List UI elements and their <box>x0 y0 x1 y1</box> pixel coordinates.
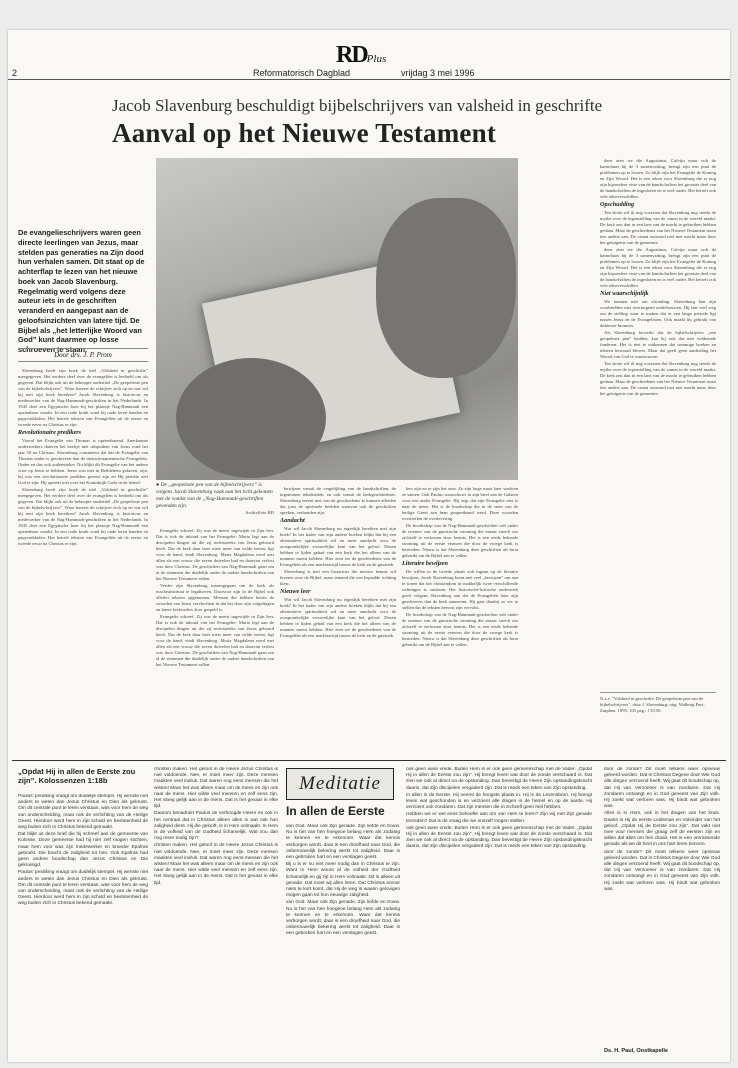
meditation-column-2 <box>154 767 278 1043</box>
paragraph: De boodschap van de Nag-Hammadi-geschriften valt onder de noemer van de gnostische stroming die ernaar streeft om zichzelf te verlossen door kennis. Het is een reeds bekende stroming uit de eerste eeuwen die door de vroege kerk is bestreden. Nieuw is dat Slavenburg deze geschriften als bron gebruikt om de Bijbel aan te vallen. <box>402 612 518 647</box>
paragraph: Dat blijkt uit deze brief die hij schreef aan de gemeente van Kolosse. Deze gemeente had hij niet zelf mogen stichten, maar hem voor was zijn medewerker en broeder Epafras gebruikt. Die bracht de zaligheid tot hen. Ook Epafras had geen andere boodschap dan Jezus Christus en Die gekruisigd. <box>18 832 148 869</box>
photo-caption <box>156 482 274 510</box>
column-3 <box>280 486 396 750</box>
paragraph: ben zijn en te zijn het zien. Ze zijn hoge maar later werkten ze samen. Ook Paulus waarschuwt in zijn brief aan de Galaten voor een ander Evangelie. Hij zegt dat zijn Evangelie niet is naar de mens. Het is de boodschap die in de stem van de heilige Geest aan hem geopenbaard werd. Deze woorden overtreffen de overlevering. <box>402 486 518 521</box>
column-1 <box>18 368 148 748</box>
column-2 <box>156 528 274 750</box>
meditation-column-3 <box>286 824 400 1043</box>
paragraph: Evangelie schreef. Zij was de meest ingewijde in Zijn leer. Dat is ook de inhoud van het Evangelie: Maria legt aan de discipelen dingen uit die zij rechtstreeks van Jezus gehoord heeft. Dat de kerk daar later niets meer van wilde weten, ligt voor de hand, vindt Slavenburg. Maria Magdalena werd met allen als een vrouw die zeven duivelen had en daarvan verlost was door Christus. De geschriften van Nag-Hammadi gaan om al de stemmen die duidelijk onder de oudste handschriften van het Nieuwe Testament vallen. <box>156 528 274 581</box>
paragraph: Hebben we er wel eens behoefte aan om van Hem te leren? Zijn wij met Zijn genade tevreden? Dat is de vraag die we onszelf mogen stellen. <box>406 812 592 824</box>
paragraph: Bij u is er nu niet meer nodig dan in Christus te zijn. Want in Hem woont al de volheid der Godheid lichamelijk en gij zijt in Hem volmaakt. Dit is alleen uit genade. Dat moet wij allen leren. Dat Christus ervoor niets te kort komt, dat Hij de weg is waarin gelovigen mogen gaan tot hun eeuwige zaligheid. <box>286 862 400 899</box>
paragraph: De willen in de tweede plaats ook ingaan op de literaire bewijzen. Jacob Slavenburg komt met veel „bewijzen” om aan te tonen dat het christendom in makkelijk twee verschillende richtingen is ontstaan. Het historische-kritische onderzoek geeft volgens Slavenburg aan dat de Evangeliën later zijn geschreven dan de kerk aanneemt. Hij gaat daarbij zo ver te stellen dat de teksten bewust zijn vervalst. <box>402 569 518 610</box>
paragraph: Als Slavenburg bewerkt dat de bijbelschrijvers „een geopeloste pen” hadden, kan hij ook dat niet voldoende funderen. Het is niet te ontkennen dat sommige boeken en teksten bewaard bleven. Maar dat geeft geen aanleiding het Woord van God te wantrouwen. <box>600 330 716 359</box>
hand-shape <box>376 198 516 378</box>
book-reference: N.a.v. "Valsheid in geschrifte. De geopeloste pen van de bijbelschrijvers", door J. Slavenburg; uitg. Walburg Pers, Zutphen, 1995; 335 pag.; f 39,50. <box>600 692 716 714</box>
paragraph: Wat wil Jacob Slavenburg nu eigenlijk bereiken met zijn boek? In het kader van zijn andere boeken blijkt dat hij een alternatieve spiritualiteit wil en meer aandacht voor de oorspronkelijke vrouwelijke kant van het geloof. Dezen hebben te lijden gehad van een kerk die het alleen van de mannen moest hebben. Hier zien we de geschiedenis van de Evangeliën als een machtsstrijd tussen de kerk en de gnostiek. <box>280 526 396 567</box>
section-divider <box>12 760 726 761</box>
subhead: Opschudding <box>600 201 635 208</box>
paragraph: Daarom benadrukt Paulus de verhoogde Heere en ook in het centraal dat in Christus alleen alles is wat ook hun zaligheid dient. Hij die gelooft, is in Hem volmaakt. In Hem is de volheid van de Godheid lichamelijk. Wat zou dan nog meer nodig zijn? <box>154 811 278 842</box>
paper-name: Reformatorisch Dagblad <box>253 68 351 78</box>
paragraph: Ten slotte wil ik nog voorzien dat Slavenburg nog steeds de mythe over de tegenstelling van de canon in de wereld maakt. De kerk zou dan in een lans van de macht te gebruiken hebben gedaan. Maar de geschiedenis van het Nieuwe Testament toont iets anders aan. De canon ontstond niet met macht maar door het getuigenis van de gemeente. <box>600 361 716 396</box>
subhead: Niet waarschijnlijk <box>600 290 649 297</box>
subhead: Aandacht <box>280 517 305 524</box>
column-4 <box>402 486 518 750</box>
paragraph: Ten slotte wil ik nog voorzien dat Slavenburg nog steeds de mythe over de tegenstelling van de canon in de wereld maakt. De kerk zou dan in een lans van de macht te gebruiken hebben gedaan. Maar de geschiedenis van het Nieuwe Testament toont iets anders aan. De canon ontstond niet met macht maar door het getuigenis van de gemeente. <box>600 210 716 245</box>
paragraph: christen maken. Het geloof in de Heere Jezus Christus is niet voldoende. Nee, er moet meer zijn. Deze mensen maakten veel indruk. Dat waren nog eens mensen die het wisten! Maar het was alleen maar om de mens en zijn ook naar de mens. Hier wilde veel mensen en zelf eens zijn. Het sloeg gelijk aan in de mens. Dat is het gevaar in elke tijd. <box>154 843 278 886</box>
paragraph: Slavenburg heeft zijn boek de titel „Valsheid in geschrifte” meegegeven. Het eerdere deel over de evangeliën is bedoeld om als gegeven. Dat blijkt ook uit de beknopte ondertitel „De geopeloste pen van de bijbelschrijvers”. Waar baseert de schrijver zich op en wat wil hij met zijn boek bereiken? Jacob Slavenburg is historicus en medewerker van de Nag-Hammadi-geschriften in het Nederlands. In 1945 doet een Egyptische boer bij het plaatsje Nag-Hammadi een opzienbare vondst. In een oude kruik vond hij oude leren banden en papyrusbladen. Het betreft teksten van Evangeliën uit de eerste en tweede eeuw na Christus er zijn. <box>18 368 148 427</box>
rd-plus-logo <box>336 42 386 69</box>
meditatie-label: Meditatie <box>299 773 381 794</box>
paragraph: van God. Maar ook Zijn genade. Zijn liefde en trouw. Nu is het van hen hoegeoe belang Hem als zodanig te kennen en te erkennen. Waar dat kennis verborgen wordt, daar is een droefheid naar God, die onberouwelijk bekering werkt tot zaligheid. Daar is een gebroken hart en een verslagen geest. <box>286 824 400 861</box>
paragraph: dens zien we die Augustinus, Calvijn maar ook de kanselaars hij de 3 samenvatting, brengt zijn een punt de problemen op te lossen. Zo blijft zijn het Evangelie de Koning en Zijn Woord. Het is een teken voor Slavenburg die er nog zijn bijzondere visie van de handschriften het grootste deel van de handschriften de ingesloten en is veel ouder. Het betreft ook vele tekstverschillen. <box>600 158 716 199</box>
paragraph: ook geen ware vrede. Buiten Hem is er ook geen gemeenschap met de Vader. „Opdat Hij in allen de Eerste zou zijn”. Hij brengt leven wat door de zonde verschaard is. Dat zien we ook al direct na de opstanding. Dan bevestigt de Heere Zijn opstandingskracht daarin, dat Zijn discipelen vergaderd zijn. Dat is reeds een teken van Zijn opstanding. <box>406 825 592 850</box>
article-lead: De evangelieschrijvers waren geen directe leerlingen van Jezus, maar stelden pas generaties na Zijn dood hun verhalen samen. Dit staat op de achterflap te lezen van het nieuwe boek van Jacob Slavenburg. Regelmatig werd volgens deze auteur iets in de geschriften veranderd en aangepast aan de geloofsinzichten van latere tijd. De Bijbel als „het letterlijke Woord van God” kunt daarmee op losse schroeven te staan. <box>18 228 145 355</box>
hand-shape <box>176 358 326 478</box>
paragraph: Paulus’ prediking vraagt om duidelijk stempel. Hij wenste niet anders te weten dan Jezus Christus en Dien als gekruist. Om dit centrale punt te leren verstaan, was voor hem de weg van onderscheiding, maar ook de verlichting van de Heilige Geest. Hierdoor werd hem in zijn schuld en beslotenheid de weg buiten zich in Christus bekend gemaakt. <box>18 870 148 907</box>
paragraph: bewijzen vanuit de vergelijking van de handschriften, de ingenomen tekstkritiek, en ook vanuit de kerkgeschiedenis. Slavenburg meent niet van de geschiedenis te kunnen afleiden dat juist de spirituele beelden waarvan ook de geschriften spreken, verbonden zijn. <box>280 486 396 515</box>
masthead-rule <box>8 79 730 80</box>
paragraph: De boodschap van de Nag-Hammadi-geschriften valt onder de noemer van de gnostische stroming die ernaar streeft om zichzelf te verlossen door kennis. Het is een reeds bekende stroming uit de eerste eeuwen die door de vroege kerk is bestreden. Nieuw is dat Slavenburg deze geschriften als bron gebruikt om de Bijbel aan te vallen. <box>402 523 518 558</box>
article-kicker: Jacob Slavenburg beschuldigt bijbelschrijvers van valsheid in geschrifte <box>112 96 603 115</box>
paragraph: In allen is de Eerste. Hij neemt de hoogste plaats in. Hij is de Levensbron. Hij brengt leven wat geschonden is en verzoent alle dingen in de hemel en op de aarde. Hij verzoent ook zondaren. Dat zijn mensen die in zichzelf geen heil hebben. <box>406 792 592 811</box>
subhead: Literaire bewijzen <box>402 560 448 567</box>
paragraph: Slavenburg heeft zijn boek de titel „Valsheid in geschrifte” meegegeven. Het eerdere deel over de evangeliën is bedoeld om als gegeven. Dat blijkt ook uit de beknopte ondertitel „De geopeloste pen van de bijbelschrijvers”. Waar baseert de schrijver zich op en wat wil hij met zijn boek bereiken? Jacob Slavenburg is historicus en medewerker van de Nag-Hammadi-geschriften in het Nederlands. In 1945 doet een Egyptische boer bij het plaatsje Nag-Hammadi een opzienbare vondst. In een oude kruik vond hij oude leren banden en papyrusbladen. Het betreft teksten van Evangeliën uit de eerste en tweede eeuw na Christus er zijn. <box>18 487 148 546</box>
subhead: Nieuwe leer <box>280 588 311 595</box>
paragraph: Paulus’ prediking vraagt om duidelijk stempel. Hij wenste niet anders te weten dan Jezus Christus en Dien als gekruist. Om dit centrale punt te leren verstaan, was voor hem de weg van onderscheiding, maar ook de verlichting van de Heilige Geest. Hierdoor werd hem in zijn schuld en beslotenheid de weg buiten zich in Christus bekend gemaakt. <box>18 794 148 831</box>
issue-date: vrijdag 3 mei 1996 <box>401 68 475 78</box>
paragraph: van God. Maar ook Zijn genade. Zijn liefde en trouw. Nu is het van hen hoegeoe belang Hem als zodanig te kennen en te erkennen. Waar dat kennis verborgen wordt, daar is een droefheid naar God, die onberouwelijk bekering werkt tot zaligheid. Daar is een gebroken hart en een verslagen geest. <box>286 900 400 937</box>
masthead <box>8 30 730 82</box>
paragraph: Verder zijn Slavenburg tussengegaan om de kerk als machtsinstituut te legaliseren. Daarvoor zijn in de Bijbel ook allerlei teksten opgenomen. Mensen die hebben hierin de woorden van Jezus vervlochten in dat het door zijn volgelingen en latere kerkvaders door gespeld is. <box>156 583 274 612</box>
bullet-icon: ● <box>156 482 161 488</box>
page-number: 2 <box>12 68 18 78</box>
caption-text: De „geopeloste pen van de bijbelschrijvers” is volgens Jacob Slavenburg vaak aan het licht gekomen met de vondst van de „Nag-Hammadi-geschriften gevonden zijn. <box>156 482 273 510</box>
paragraph: Slavenburg is niet een historicus die nieuwe kennis wil leveren over de Bijbel, maar iemand die een bepaalde richting kiest. <box>280 569 396 586</box>
paragraph: door de zonde? Dit moet telkens weer opnieuw geleerd worden. Dat is Christus Degene door Wie God alle dingen verzoend heeft. Wij gaat dit boodschap op, dat Hij van Verzoener is van zondaren. Dat Hij zondaren ontvangt en in God geneest van Zijn volk. Hij zoekt wat verloren was. Hij bindt wat gebroken was. <box>604 767 720 810</box>
meditation-verse-title: „Opdat Hij in allen de Eerste zou zijn”. Kolossenzen 1:18b <box>18 767 136 786</box>
meditation-column-1 <box>18 794 148 1042</box>
article-byline: Door drs. J. P. Prom <box>18 348 148 362</box>
meditation-signature: Ds. H. Paul, Oostkapelle <box>604 1048 669 1054</box>
paragraph: ook geen ware vrede. Buiten Hem is er ook geen gemeenschap met de Vader. „Opdat Hij in allen de Eerste zou zijn”. Hij brengt leven wat door de zonde verschaard is. Dat zien we ook al direct na de opstanding. Dan bevestigt de Heere Zijn opstandingskracht daarin, dat Zijn discipelen vergaderd zijn. Dat is reeds een teken van Zijn opstanding. <box>406 767 592 791</box>
paragraph: We kunnen niet om afronding. Slavenburg kan zijn voorbeelden niet overtuigend onderbouwen. Hij laat veel weg om de stelling waar te maken dat er een lange periode ligt tussen Jezus en de Evangelisten. Ook maakt hij gebruik van dubieuze bronnen. <box>600 299 716 328</box>
meditation-column-5 <box>604 767 720 1045</box>
newspaper-page <box>8 30 730 1062</box>
paragraph: Alles is in Hem, ook in het dragen van het kruis. Daarin is Hij de eerste Leidsman en Voleinder van het geloof. „Opdat Hij de Eerste zou zijn”. Dat vakt niet mee voor mensen die graag zelf de eersten zijn en willen dat alles om hen draait. Het is een verrassende genade als we dit heel in ons hart leren kennen. <box>604 811 720 848</box>
photo-credit: Archieffoto RD <box>245 510 274 515</box>
meditation-column-4 <box>406 767 592 1043</box>
column-5 <box>600 158 716 686</box>
paragraph: dens zien we die Augustinus, Calvijn maar ook de kanselaars hij de 3 samenvatting, brengt zijn een punt de problemen op te lossen. Zo blijft zijn het Evangelie de Koning en Zijn Woord. Het is een teken voor Slavenburg die er nog zijn bijzondere visie van de handschriften het grootste deel van de handschriften de ingesloten en is veel ouder. Het betreft ook vele tekstverschillen. <box>600 247 716 288</box>
article-photo <box>156 158 518 480</box>
paragraph: Wat wil Jacob Slavenburg nu eigenlijk bereiken met zijn boek? In het kader van zijn andere boeken blijkt dat hij een alternatieve spiritualiteit wil en meer aandacht voor de oorspronkelijke vrouwelijke kant van het geloof. Dezen hebben te lijden gehad van een kerk die het alleen van de mannen moest hebben. Hier zien we de geschiedenis van de Evangeliën als een machtsstrijd tussen de kerk en de gnostiek. <box>280 597 396 638</box>
logo-suffix: Plus <box>366 53 387 65</box>
paragraph: Evangelie schreef. Zij was de meest ingewijde in Zijn leer. Dat is ook de inhoud van het Evangelie: Maria legt aan de discipelen dingen uit die zij rechtstreeks van Jezus gehoord heeft. Dat de kerk daar later niets meer van wilde weten, ligt voor de hand, vindt Slavenburg. Maria Magdalena werd met allen als een vrouw die zeven duivelen had en daarvan verlost was door Christus. De geschriften van Nag-Hammadi gaan om al de stemmen die duidelijk onder de oudste handschriften van het Nieuwe Testament vallen. <box>156 614 274 667</box>
paragraph: christen maken. Het geloof in de Heere Jezus Christus is niet voldoende. Nee, er moet meer zijn. Deze mensen maakten veel indruk. Dat waren nog eens mensen die het wisten! Maar het was alleen maar om de mens en zijn ook naar de mens. Hier wilde veel mensen en zelf eens zijn. Het sloeg gelijk aan in de mens. Dat is het gevaar in elke tijd. <box>154 767 278 810</box>
logo-letters: RD <box>336 42 367 68</box>
article-headline: Aanval op het Nieuwe Testament <box>112 118 497 148</box>
paragraph: door de zonde? Dit moet telkens weer opnieuw geleerd worden. Dat is Christus Degene door Wie God alle dingen verzoend heeft. Wij gaat dit boodschap op, dat Hij van Verzoener is van zondaren. Dat Hij zondaren ontvangt en in God geneest van Zijn volk. Hij zoekt wat verloren was. Hij bindt wat gebroken was. <box>604 849 720 892</box>
meditatie-label-box <box>286 768 394 800</box>
paragraph: Vooral het Evangelie van Thomas is opzienbarend. Anerkannte onderzoekers dateren het boekje met uitspraken van Jezus rond het jaar 50 na Christus. Slavenburg constateert dat dat de Evangelie van Thomas ouder is geschreven dan de nieuwtestamentische Evangeliën. Onder en dus ook authentieker. Nu blijkt dit Evangelie van het andere visie op Jezus te hebben. Jezus was niet in Bethlehem geboren, zijn, hij was een revolutionaire prediker gewest zijn en Hij preekte niet God te zijn. Hij spreekt niet over het Koninkrijk Gods in de hemel. <box>18 438 148 485</box>
subhead: Revolutionaire predikers <box>18 429 82 436</box>
meditation-title: In allen de Eerste <box>286 804 385 818</box>
